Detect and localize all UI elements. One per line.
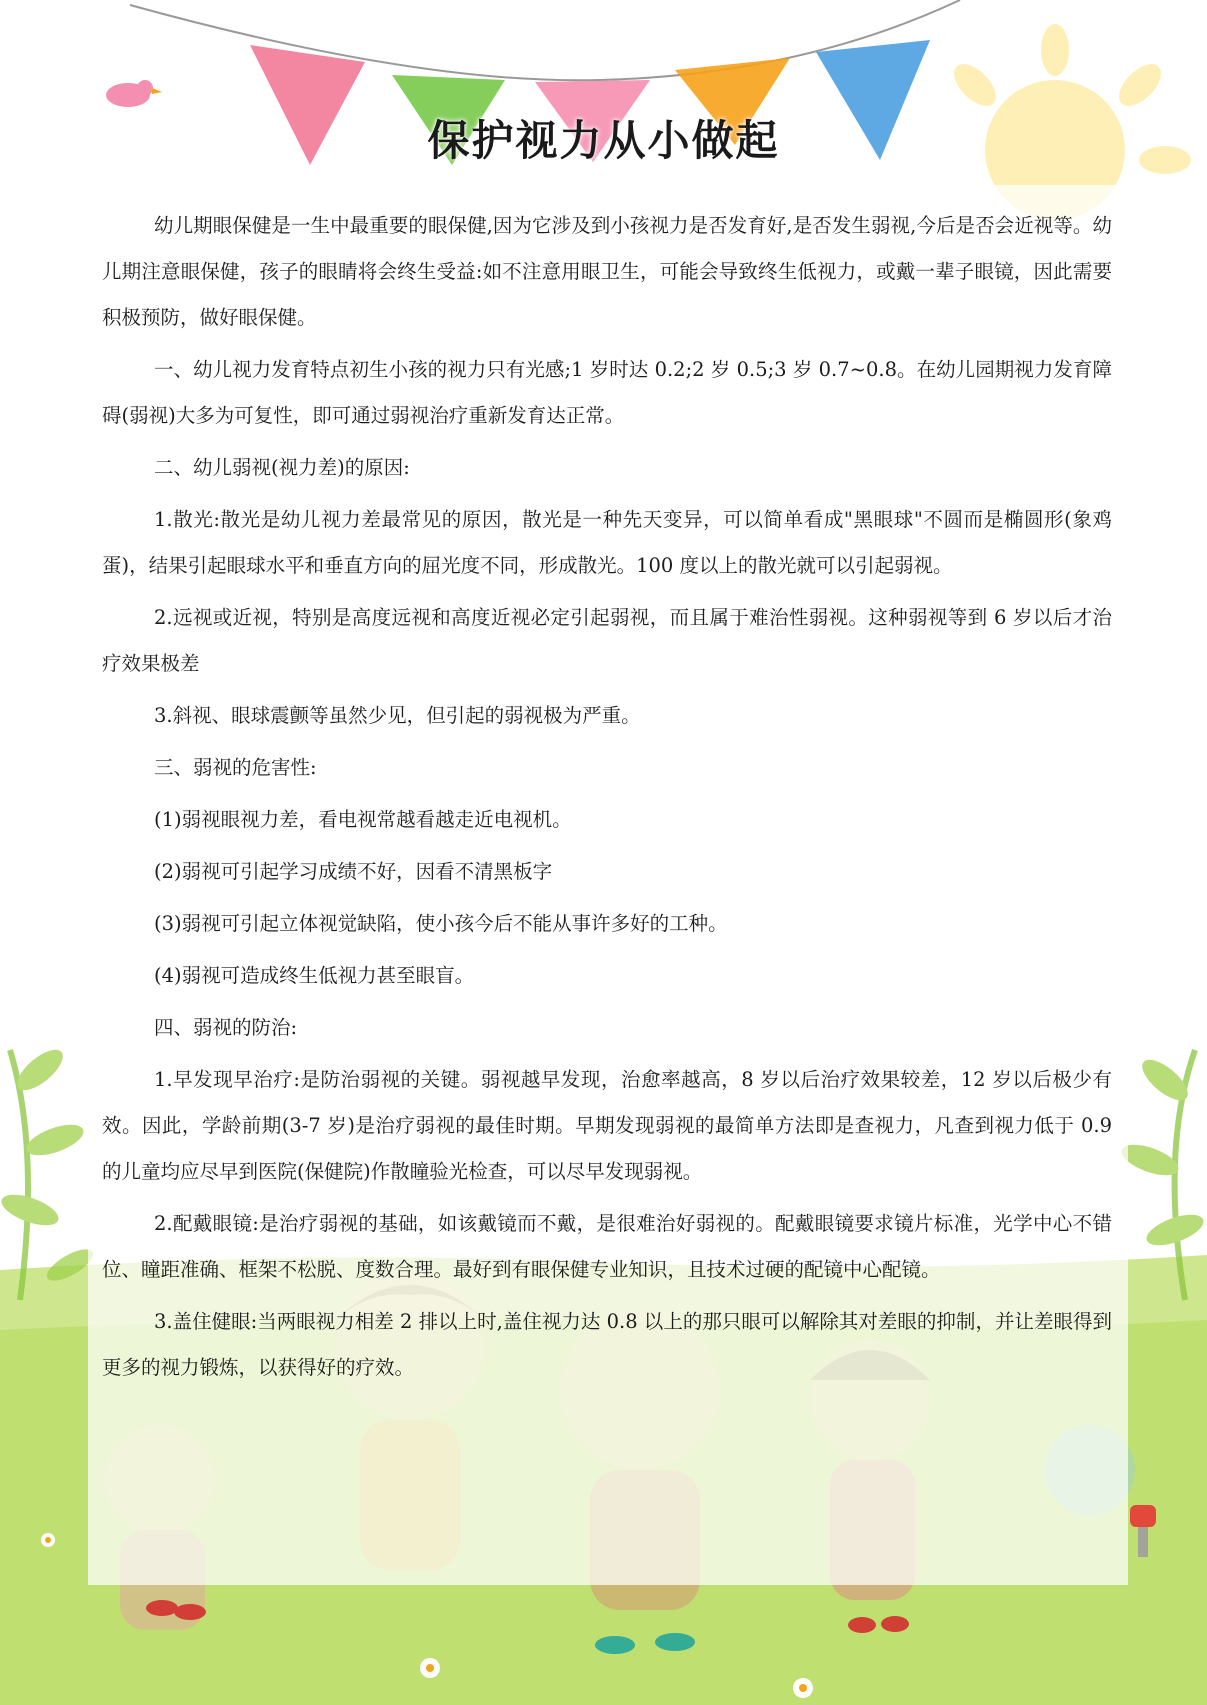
section-heading: 四、弱视的防治: <box>154 1016 298 1039</box>
list-item: (4)弱视可造成终生低视力甚至眼盲。 <box>154 964 475 987</box>
list-item: (3)弱视可引起立体视觉缺陷，使小孩今后不能从事许多好的工种。 <box>154 912 728 935</box>
article-body <box>102 203 1112 1397</box>
paragraph: 3.斜视、眼球震颤等虽然少见，但引起的弱视极为严重。 <box>154 704 641 727</box>
left-vine-decoration <box>0 1043 98 1300</box>
paragraph: 2.远视或近视，特别是高度远视和高度近视必定引起弱视，而且属于难治性弱视。这种弱视等到 6 岁以后才治疗效果极差 <box>102 606 1112 675</box>
page-title: 保护视力从小做起 <box>427 116 780 165</box>
list-item: (1)弱视眼视力差，看电视常越看越走近电视机。 <box>154 808 572 831</box>
paragraph: 一、幼儿视力发育特点初生小孩的视力只有光感;1 岁时达 0.2;2 岁 0.5;3 岁 0.7~0.8。在幼儿园期视力发育障碍(弱视)大多为可复性，即可通过弱视治疗重新发育达正常。 <box>102 358 1112 427</box>
paragraph: 1.散光:散光是幼儿视力差最常见的原因，散光是一种先天变异，可以简单看成"黑眼球"不圆而是椭圆形(象鸡蛋)，结果引起眼球水平和垂直方向的屈光度不同，形成散光。100 度以上的散光就可以引起弱视。 <box>102 508 1112 577</box>
section-heading: 三、弱视的危害性: <box>154 756 317 779</box>
paragraph: 3.盖住健眼:当两眼视力相差 2 排以上时,盖住视力达 0.8 以上的那只眼可以解除其对差眼的抑制，并让差眼得到更多的视力锻炼，以获得好的疗效。 <box>102 1310 1112 1379</box>
paragraph: 1.早发现早治疗:是防治弱视的关键。弱视越早发现，治愈率越高，8 岁以后治疗效果较差，12 岁以后极少有效。因此，学龄前期(3-7 岁)是治疗弱视的最佳时期。早期发现弱视的最简单方法即是查视力，凡查到视力低于 0.9 的儿童均应尽早到医院(保健院)作散瞳验光检查，可以尽早发现弱视。 <box>102 1068 1112 1183</box>
paragraph: 幼儿期眼保健是一生中最重要的眼保健,因为它涉及到小孩视力是否发育好,是否发生弱视,今后是否会近视等。幼儿期注意眼保健，孩子的眼睛将会终生受益:如不注意用眼卫生，可能会导致终生低视力，或戴一辈子眼镜，因此需要积极预防，做好眼保健。 <box>102 214 1112 329</box>
bird-decoration <box>106 80 162 107</box>
section-heading: 二、幼儿弱视(视力差)的原因: <box>154 456 410 479</box>
paragraph: 2.配戴眼镜:是治疗弱视的基础，如该戴镜而不戴，是很难治好弱视的。配戴眼镜要求镜片标准，光学中心不错位、瞳距准确、框架不松脱、度数合理。最好到有眼保健专业知识，且技术过硬的配镜中心配镜。 <box>102 1212 1112 1281</box>
list-item: (2)弱视可引起学习成绩不好，因看不清黑板字 <box>154 860 553 883</box>
